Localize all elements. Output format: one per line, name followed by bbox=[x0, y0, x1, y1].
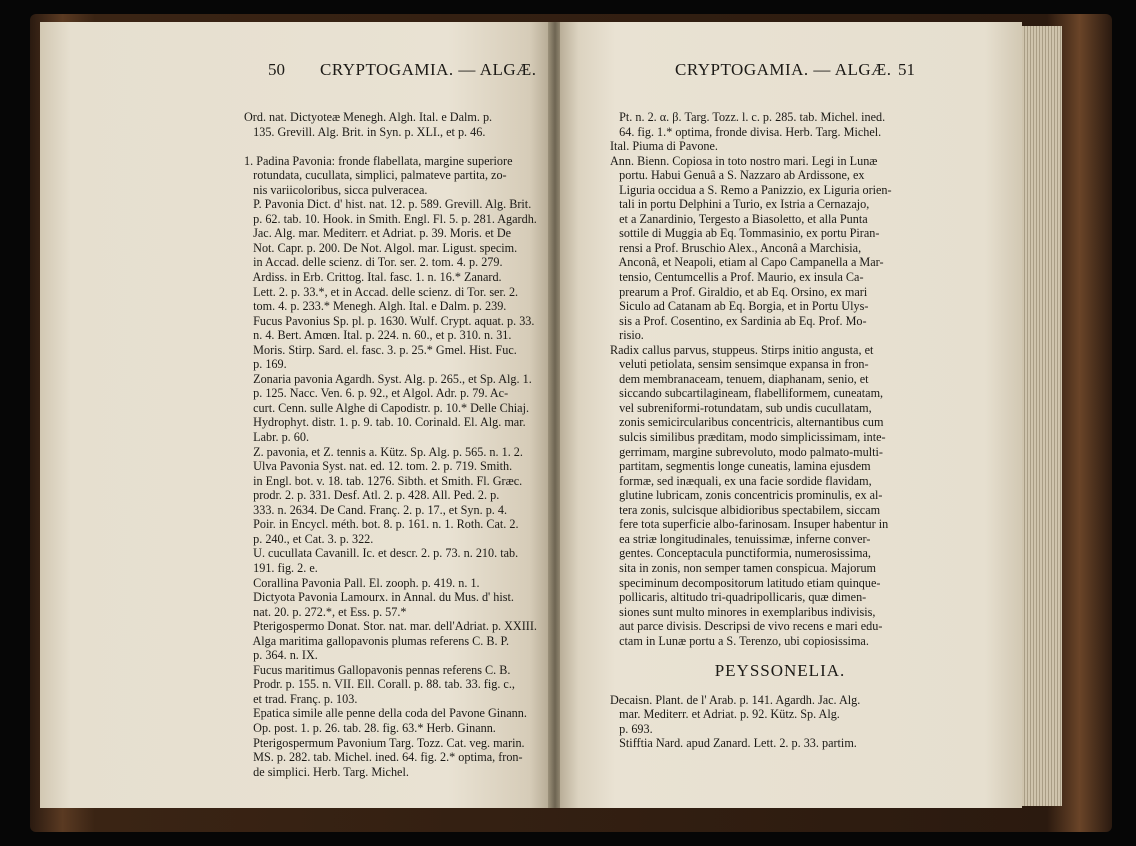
text-line: U. cucullata Cavanill. Ic. et descr. 2. p. 73. n. 210. tab. bbox=[244, 546, 519, 561]
text-line: Poir. in Encycl. méth. bot. 8. p. 161. n. 1. Roth. Cat. 2. bbox=[244, 517, 519, 532]
text-line: Epatica simile alle penne della coda del Pavone Ginann. bbox=[244, 706, 527, 721]
page-edges bbox=[1022, 26, 1062, 806]
text-line: 64. fig. 1.* optima, fronde divisa. Herb. Targ. Michel. bbox=[610, 124, 882, 139]
text-line: Alga maritima gallopavonis plumas referens C. B. P. bbox=[244, 633, 510, 648]
text-line: risio. bbox=[610, 328, 644, 343]
text-line: Stifftia Nard. apud Zanard. Lett. 2. p. 33. partim. bbox=[610, 736, 857, 751]
text-line: 135. Grevill. Alg. Brit. in Syn. p. XLI., et p. 46. bbox=[244, 124, 486, 139]
text-line: p. 125. Nacc. Ven. 6. p. 92., et Algol. Adr. p. 79. Ac- bbox=[244, 386, 509, 401]
text-line: 333. n. 2634. De Cand. Franç. 2. p. 17., et Syn. p. 4. bbox=[244, 502, 508, 517]
text-line: Corallina Pavonia Pall. El. zooph. p. 419. n. 1. bbox=[244, 575, 480, 590]
text-line: veluti petiolata, sensim sensimque expansa in fron- bbox=[610, 357, 869, 372]
text-line: Siculo ad Catanam ab Eq. Borgia, et in Portu Ulys- bbox=[610, 299, 869, 314]
text-line: sita in zonis, non semper tamen conspicua. Majorum bbox=[610, 560, 877, 575]
text-line: Not. Capr. p. 200. De Not. Algol. mar. Ligust. specim. bbox=[244, 240, 518, 255]
text-line: speciminum decompositorum latitudo etiam quinque- bbox=[610, 575, 881, 590]
text-line: siccando subcartilagineam, flabelliformem, cuneatam, bbox=[610, 386, 884, 401]
text-line: nat. 20. p. 272.*, et Ess. p. 57.* bbox=[244, 604, 407, 619]
text-line: tensio, Centumcellis a Prof. Maurio, ex insula Ca- bbox=[610, 270, 864, 285]
text-line: Ulva Pavonia Syst. nat. ed. 12. tom. 2. p. 719. Smith. bbox=[244, 459, 513, 474]
text-line: Anconâ, et Neapoli, etiam al Capo Campanella a Mar- bbox=[610, 255, 884, 270]
text-line: rotundata, cucullata, simplici, palmateve partita, zo- bbox=[244, 168, 507, 183]
text-line: ea striæ longitudinales, tenuissimæ, inferne conver- bbox=[610, 531, 871, 546]
text-line: MS. p. 282. tab. Michel. ined. 64. fig. 2.* optima, fron- bbox=[244, 750, 523, 765]
text-line: Moris. Stirp. Sard. el. fasc. 3. p. 25.* Gmel. Hist. Fuc. bbox=[244, 342, 517, 357]
text-line: Labr. p. 60. bbox=[244, 430, 309, 445]
text-line: sottile di Muggia ab Eq. Tommasinio, ex portu Piran- bbox=[610, 226, 880, 241]
text-line: sis a Prof. Cosentino, ex Sardinia ab Eq. Prof. Mo- bbox=[610, 313, 867, 328]
text-line: et a Zanardinio, Tergesto a Biasoletto, et alla Punta bbox=[610, 211, 868, 226]
text-line: partitam, segmentis longe cuneatis, lamina ejusdem bbox=[610, 459, 871, 474]
text-line: p. 240., et Cat. 3. p. 322. bbox=[244, 531, 374, 546]
text-line: Prodr. p. 155. n. VII. Ell. Corall. p. 88. tab. 33. fig. c., bbox=[244, 677, 515, 692]
left-page-number: 50 bbox=[268, 60, 285, 79]
text-line: p. 364. n. IX. bbox=[244, 648, 318, 663]
text-line: rensi a Prof. Bruschio Alex., Anconâ a Marchisia, bbox=[610, 240, 862, 255]
text-line: 191. fig. 2. e. bbox=[244, 560, 318, 575]
text-line: ctam in Lunæ portu a S. Terenzo, ubi copiosissima. bbox=[610, 633, 869, 648]
text-line: Radix callus parvus, stuppeus. Stirps initio angusta, et bbox=[610, 342, 874, 357]
text-line: curt. Cenn. sulle Alghe di Capodistr. p. 10.* Delle Chiaj. bbox=[244, 400, 530, 415]
text-line: 1. Padina Pavonia: fronde flabellata, margine superiore bbox=[244, 153, 513, 168]
text-line: gerrimam, margine subrevoluto, modo palmato-multi- bbox=[610, 444, 883, 459]
text-line: formæ, sed inæquali, ex una facie sordide flavidam, bbox=[610, 473, 872, 488]
section-title: PEYSSONELIA. bbox=[714, 661, 846, 681]
text-line: glutine lubricam, zonis concentricis prominulis, ex al- bbox=[610, 488, 883, 503]
text-line: nis variicoloribus, sicca pulveracea. bbox=[244, 182, 428, 197]
text-line: dem membranaceam, tenuem, diaphanam, senio, et bbox=[610, 371, 869, 386]
text-line: in Accad. delle scienz. di Tor. ser. 2. tom. 4. p. 279. bbox=[244, 255, 503, 270]
text-line: Fucus maritimus Gallopavonis pennas referens C. B. bbox=[244, 662, 511, 677]
text-line bbox=[244, 139, 537, 154]
text-line: p. 169. bbox=[244, 357, 287, 372]
text-line: Ann. Bienn. Copiosa in toto nostro mari. Legi in Lunæ bbox=[610, 153, 878, 168]
text-line: p. 62. tab. 10. Hook. in Smith. Engl. Fl. 5. p. 281. Agardh. bbox=[244, 211, 537, 226]
text-line: fere tota superficie albo-farinosam. Insuper habentur in bbox=[610, 517, 889, 532]
text-line: p. 693. bbox=[610, 721, 653, 736]
text-line: prodr. 2. p. 331. Desf. Atl. 2. p. 428. All. Ped. 2. p. bbox=[244, 488, 500, 503]
text-line: Hydrophyt. distr. 1. p. 9. tab. 10. Corinald. El. Alg. mar. bbox=[244, 415, 526, 430]
right-running-header: CRYPTOGAMIA. — ALGÆ. bbox=[675, 60, 892, 79]
text-line: tera zonis, sulcisque albidioribus spectabilem, siccam bbox=[610, 502, 881, 517]
text-line: aut parce divisis. Descripsi de vivo recens e mari edu- bbox=[610, 619, 883, 634]
text-line: Ardiss. in Erb. Crittog. Ital. fasc. 1. n. 16.* Zanard. bbox=[244, 270, 502, 285]
text-line: Jac. Alg. mar. Mediterr. et Adriat. p. 39. Moris. et De bbox=[244, 226, 512, 241]
text-line: Liguria occidua a S. Remo a Panizzio, ex Liguria orien- bbox=[610, 182, 892, 197]
text-line: gentes. Conceptacula punctiformia, numerosissima, bbox=[610, 546, 871, 561]
text-line: Decaisn. Plant. de l' Arab. p. 141. Agardh. Jac. Alg. bbox=[610, 692, 861, 707]
text-line: Pterigospermum Pavonium Targ. Tozz. Cat. veg. marin. bbox=[244, 735, 525, 750]
text-line: Z. pavonia, et Z. tennis a. Kütz. Sp. Alg. p. 565. n. 1. 2. bbox=[244, 444, 523, 459]
text-line: Dictyota Pavonia Lamourx. in Annal. du Mus. d' hist. bbox=[244, 590, 514, 605]
text-line: et trad. Franç. p. 103. bbox=[244, 691, 358, 706]
text-line: prearum a Prof. Giraldio, et ab Eq. Orsino, ex mari bbox=[610, 284, 868, 299]
right-page-number: 51 bbox=[898, 60, 915, 79]
text-line: sulcis similibus præditam, modo simplicissimam, inte- bbox=[610, 430, 886, 445]
text-line: portu. Habui Genuâ a S. Nazzaro ab Ardissone, ex bbox=[610, 168, 865, 183]
left-page-body bbox=[244, 110, 537, 779]
left-running-header: CRYPTOGAMIA. — ALGÆ. bbox=[320, 60, 537, 79]
text-line: Fucus Pavonius Sp. pl. p. 1630. Wulf. Crypt. aquat. p. 33. bbox=[244, 313, 535, 328]
text-line: de simplici. Herb. Targ. Michel. bbox=[244, 764, 409, 779]
text-line: zonis semicircularibus concentricis, alternantibus cum bbox=[610, 415, 884, 430]
text-line: Zonaria pavonia Agardh. Syst. Alg. p. 265., et Sp. Alg. 1. bbox=[244, 371, 532, 386]
text-line: in Engl. bot. v. 18. tab. 1276. Sibth. et Smith. Fl. Græc. bbox=[244, 473, 523, 488]
text-line: Op. post. 1. p. 26. tab. 28. fig. 63.* Herb. Ginann. bbox=[244, 720, 496, 735]
text-line: Pt. n. 2. α. β. Targ. Tozz. l. c. p. 285. tab. Michel. ined. bbox=[610, 110, 886, 124]
text-line: tali in portu Delphini a Turio, ex Istria a Cernazajo, bbox=[610, 197, 870, 212]
text-line: Pterigospermo Donat. Stor. nat. mar. dell'Adriat. p. XXIII. bbox=[244, 619, 537, 634]
text-line: vel subreniformi-rotundatam, sub undis cucullatam, bbox=[610, 400, 872, 415]
text-line: siones sunt multo minores in exemplaribus indivisis, bbox=[610, 604, 876, 619]
text-line: P. Pavonia Dict. d' hist. nat. 12. p. 589. Grevill. Alg. Brit. bbox=[244, 197, 532, 212]
text-line: Ital. Piuma di Pavone. bbox=[610, 139, 718, 154]
text-line: mar. Mediterr. et Adriat. p. 92. Kütz. Sp. Alg. bbox=[610, 707, 840, 722]
text-line: tom. 4. p. 233.* Menegh. Algh. Ital. e Dalm. p. 239. bbox=[244, 299, 507, 314]
text-line: pollicaris, altitudo tri-quadripollicaris, quæ dimen- bbox=[610, 590, 867, 605]
text-line: Lett. 2. p. 33.*, et in Accad. delle scienz. di Tor. ser. 2. bbox=[244, 284, 519, 299]
text-line: n. 4. Bert. Amœn. Ital. p. 224. n. 60., et p. 310. n. 31. bbox=[244, 328, 512, 343]
right-page-body bbox=[610, 110, 950, 751]
text-line: Ord. nat. Dictyoteæ Menegh. Algh. Ital. e Dalm. p. bbox=[244, 110, 493, 124]
